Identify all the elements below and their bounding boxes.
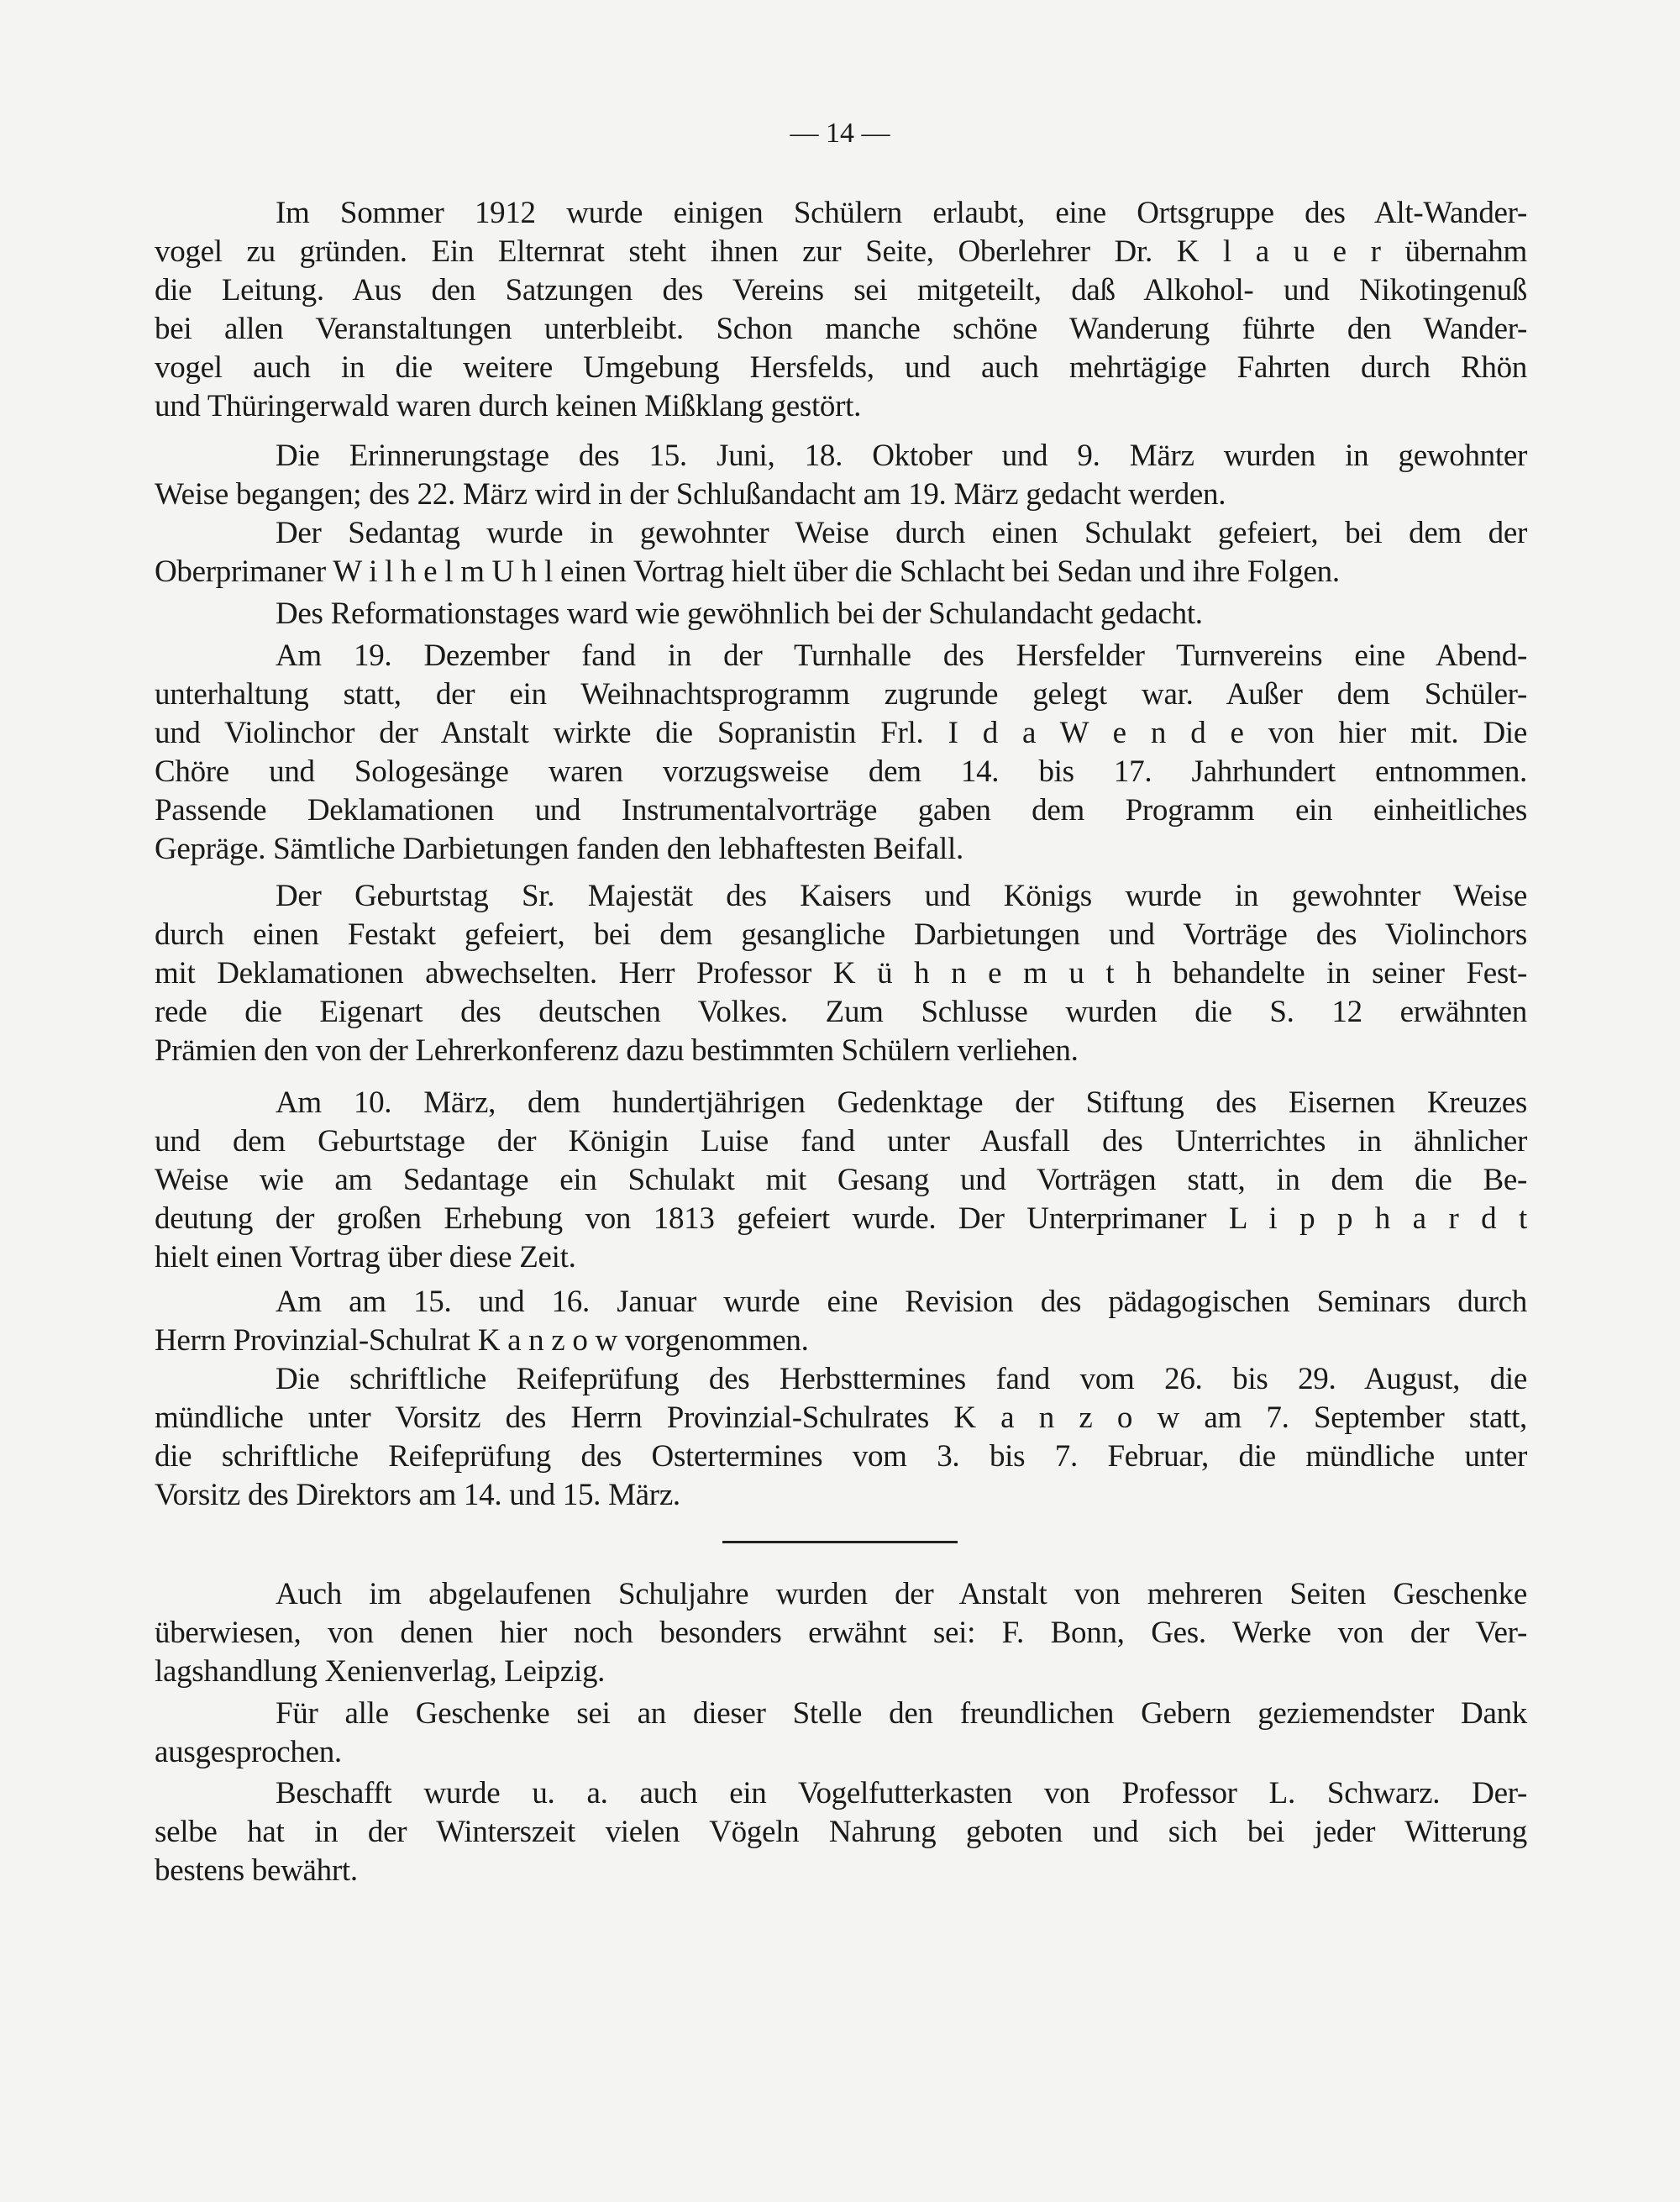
text-line: Vorsitz des Direktors am 14. und 15. März. <box>155 1478 680 1512</box>
paragraph <box>155 194 1527 426</box>
text-line: Passende Deklamationen und Instrumentalvorträge gaben dem Programm ein einheitliches <box>155 793 1527 828</box>
paragraph <box>155 1084 1527 1277</box>
page-number: — 14 — <box>790 118 890 149</box>
text-line: Im Sommer 1912 wurde einigen Schülern erlaubt, eine Ortsgruppe des Alt-Wander- <box>276 196 1527 230</box>
text-line: Oberprimaner W i l h e l m U h l einen Vortrag hielt über die Schlacht bei Sedan und ihre Folgen. <box>155 554 1340 589</box>
text-line: mündliche unter Vorsitz des Herrn Provinzial-Schulrates K a n z o w am 7. September statt, <box>155 1401 1527 1435</box>
text-line: unterhaltung statt, der ein Weihnachtsprogramm zugrunde gelegt war. Außer dem Schüler- <box>155 677 1527 712</box>
paragraph <box>155 1575 1527 1691</box>
paragraph <box>155 1695 1527 1772</box>
text-line: und Violinchor der Anstalt wirkte die Sopranistin Frl. I d a W e n d e von hier mit. Die <box>155 716 1527 750</box>
text-line: mit Deklamationen abwechselten. Herr Professor K ü h n e m u t h behandelte in seiner Fest- <box>155 956 1527 991</box>
paragraph <box>155 1283 1527 1360</box>
text-line: durch einen Festakt gefeiert, bei dem gesangliche Darbietungen und Vorträge des Violinchors <box>155 917 1527 952</box>
text-line: bestens bewährt. <box>155 1853 358 1888</box>
paragraph <box>155 437 1527 514</box>
text-line: selbe hat in der Winterszeit vielen Vögeln Nahrung geboten und sich bei jeder Witterung <box>155 1815 1527 1849</box>
text-line: Prämien den von der Lehrerkonferenz dazu bestimmten Schülern verliehen. <box>155 1033 1079 1068</box>
text-line: bei allen Veranstaltungen unterbleibt. Schon manche schöne Wanderung führte den Wander- <box>155 312 1527 346</box>
paragraph <box>155 514 1527 591</box>
text-line: Weise begangen; des 22. März wird in der Schlußandacht am 19. März gedacht werden. <box>155 477 1226 512</box>
text-line: Gepräge. Sämtliche Darbietungen fanden den lebhaftesten Beifall. <box>155 832 963 866</box>
text-line: hielt einen Vortrag über diese Zeit. <box>155 1240 576 1274</box>
text-line: überwiesen, von denen hier noch besonders erwähnt sei: F. Bonn, Ges. Werke von der Ver- <box>155 1616 1527 1650</box>
paragraph <box>155 637 1527 869</box>
text-line: Am 19. Dezember fand in der Turnhalle des Hersfelder Turnvereins eine Abend- <box>276 639 1527 673</box>
text-line: und dem Geburtstage der Königin Luise fand unter Ausfall des Unterrichtes in ähnlicher <box>155 1124 1527 1159</box>
text-line: Auch im abgelaufenen Schuljahre wurden der Anstalt von mehreren Seiten Geschenke <box>276 1577 1527 1611</box>
text-line: ausgesprochen. <box>155 1735 342 1769</box>
text-line: Am am 15. und 16. Januar wurde eine Revision des pädagogischen Seminars durch <box>276 1285 1527 1319</box>
paragraph <box>155 1360 1527 1515</box>
text-line: vogel auch in die weitere Umgebung Hersfelds, und auch mehrtägige Fahrten durch Rhön <box>155 350 1527 385</box>
text-line: die Leitung. Aus den Satzungen des Vereins sei mitgeteilt, daß Alkohol- und Nikotingenuß <box>155 273 1527 307</box>
text-line: Der Geburtstag Sr. Majestät des Kaisers und Königs wurde in gewohnter Weise <box>276 879 1527 913</box>
section-divider-rule <box>722 1541 958 1543</box>
text-line: lagshandlung Xenienverlag, Leipzig. <box>155 1654 606 1689</box>
text-line: Chöre und Sologesänge waren vorzugsweise dem 14. bis 17. Jahrhundert entnommen. <box>155 754 1527 789</box>
text-line: Des Reformationstages ward wie gewöhnlich bei der Schulandacht gedacht. <box>276 596 1203 631</box>
text-line: Die schriftliche Reifeprüfung des Herbsttermines fand vom 26. bis 29. August, die <box>276 1362 1527 1396</box>
text-line: vogel zu gründen. Ein Elternrat steht ihnen zur Seite, Oberlehrer Dr. K l a u e r übernahm <box>155 234 1527 269</box>
text-line: Weise wie am Sedantage ein Schulakt mit Gesang und Vorträgen statt, in dem die Be- <box>155 1163 1527 1197</box>
text-line: Die Erinnerungstage des 15. Juni, 18. Oktober und 9. März wurden in gewohnter <box>276 439 1527 473</box>
text-line: die schriftliche Reifeprüfung des Ostertermines vom 3. bis 7. Februar, die mündliche unter <box>155 1439 1527 1474</box>
text-line: und Thüringerwald waren durch keinen Mißklang gestört. <box>155 389 862 423</box>
text-line: Für alle Geschenke sei an dieser Stelle den freundlichen Gebern geziemendster Dank <box>276 1696 1527 1731</box>
text-line: Herrn Provinzial-Schulrat K a n z o w vorgenommen. <box>155 1323 809 1358</box>
text-line: rede die Eigenart des deutschen Volkes. Zum Schlusse wurden die S. 12 erwähnten <box>155 995 1527 1029</box>
paragraph <box>155 877 1527 1070</box>
paragraph <box>155 1774 1527 1890</box>
text-line: Am 10. März, dem hundertjährigen Gedenktage der Stiftung des Eisernen Kreuzes <box>276 1085 1527 1120</box>
text-line: Beschafft wurde u. a. auch ein Vogelfutterkasten von Professor L. Schwarz. Der- <box>276 1776 1527 1810</box>
text-line: Der Sedantag wurde in gewohnter Weise durch einen Schulakt gefeiert, bei dem der <box>276 516 1527 550</box>
text-line: deutung der großen Erhebung von 1813 gefeiert wurde. Der Unterprimaner L i p p h a r d t <box>155 1201 1527 1236</box>
paragraph <box>155 595 1527 633</box>
